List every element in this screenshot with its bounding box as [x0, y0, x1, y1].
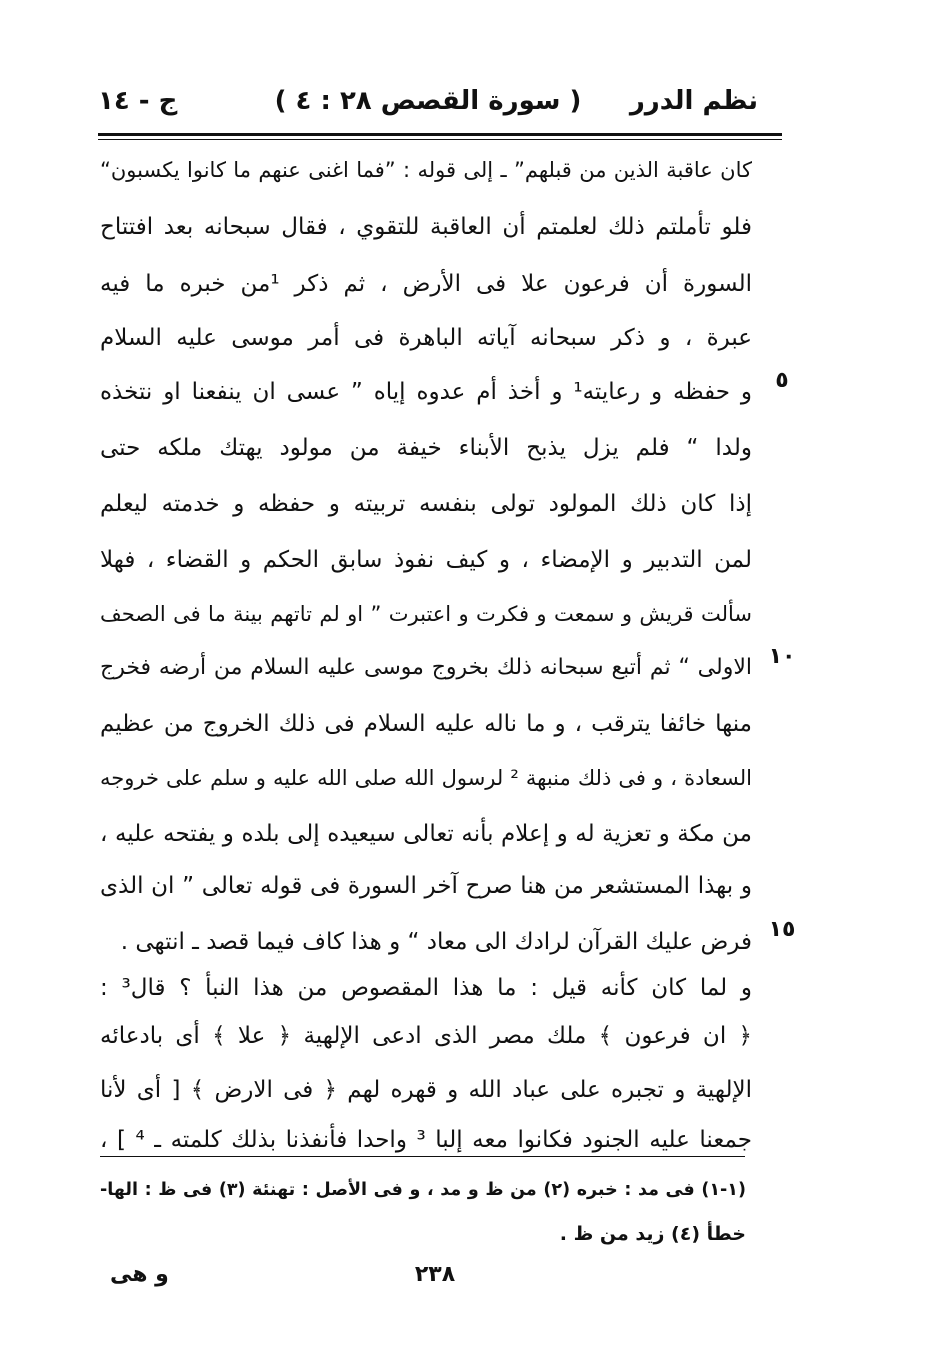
text-line: منها خائفا يترقب ، و ما ناله عليه السلام فى ذلك الخروج من عظيم — [100, 711, 752, 737]
surah-reference: ( سورة القصص ٢٨ : ٤ ) — [274, 86, 582, 116]
running-header — [98, 86, 758, 126]
text-line: و بهذا المستشعر من هنا صرح آخر السورة فى قوله تعالى ” ان الذى — [100, 873, 752, 899]
line-number-15: ١٥ — [768, 917, 796, 942]
text-line: و لما كان كأنه قيل : ما هذا المقصوص من هذا النبأ ؟ قال³ : — [100, 975, 752, 1001]
text-line: من مكة و تعزية له و إعلام بأنه تعالى سيعيده إلى بلده و يفتحه عليه ، — [100, 821, 752, 847]
catchword: و هى — [110, 1262, 169, 1287]
text-line: السعادة ، و فى ذلك منبهة ² لرسول الله صلى الله عليه و سلم على خروجه — [100, 766, 752, 790]
footnote-line: (١-١) فى مد : خبره (٢) من ظ و مد ، و فى الأصل : تهنئة (٣) فى ظ : الها- — [100, 1180, 746, 1200]
text-line: و حفظه و رعايته¹ و أخذ أم عدوه إياه ” عسى ان ينفعنا او نتخذه — [100, 379, 752, 405]
text-line: كان عاقبة الذين من قبلهم” ـ إلى قوله : ”فما اغنى عنهم ما كانوا يكسبون“ — [100, 158, 752, 182]
header-rule-thick — [98, 133, 782, 136]
book-title: نظم الدرر — [629, 86, 758, 116]
line-number-5: ٥ — [775, 368, 789, 393]
header-rule-thin — [98, 139, 782, 140]
text-line: الإلهية و تجبره على عباد الله و قهره لهم ﴿ فى الارض ﴾ [ أى لأنا — [100, 1077, 752, 1103]
volume-page-reference: ج - ١٤ — [98, 86, 178, 116]
text-line: ولدا “ فلم يزل يذبح الأبناء خيفة من مولود يهتك ملكه حتى — [100, 435, 752, 461]
text-line: ﴿ ان فرعون ﴾ ملك مصر الذى ادعى الإلهية ﴿ علا ﴾ أى بادعائه — [100, 1023, 752, 1049]
text-line: فلو تأملتم ذلك لعلمتم أن العاقبة للتقوي ، فقال سبحانه بعد افتتاح — [100, 214, 752, 240]
text-line: لمن التدبير و الإمضاء ، و كيف نفوذ سابق الحكم و القضاء ، فهلا — [100, 547, 752, 573]
text-line: الاولى “ ثم أتبع سبحانه ذلك بخروج موسى عليه السلام من أرضه فخرج — [100, 655, 752, 680]
text-line: إذا كان ذلك المولود تولى بنفسه تربيته و حفظه و خدمته ليعلم — [100, 491, 752, 517]
line-number-10: ١٠ — [768, 644, 796, 669]
footnote-rule — [100, 1156, 745, 1157]
text-line: عبرة ، و ذكر سبحانه آياته الباهرة فى أمر موسى عليه السلام — [100, 325, 752, 351]
text-line: السورة أن فرعون علا فى الأرض ، ثم ذكر ¹من خبره ما فيه — [100, 271, 753, 297]
text-line: جمعنا عليه الجنود فكانوا معه إلبا ³ واحدا فأنفذنا بذلك كلمته ـ ⁴ ] ، — [100, 1127, 752, 1153]
text-line: سألت قريش و سمعت و فكرت و اعتبرت ” او لم تاتهم بينة ما فى الصحف — [100, 602, 752, 626]
text-line: فرض عليك القرآن لرادك الى معاد “ و هذا كاف فيما قصد ـ انتهى . — [120, 929, 752, 955]
footnote-line: خطأ (٤) زيد من ظ . — [559, 1223, 746, 1245]
page-number: ٢٣٨ — [414, 1262, 456, 1287]
